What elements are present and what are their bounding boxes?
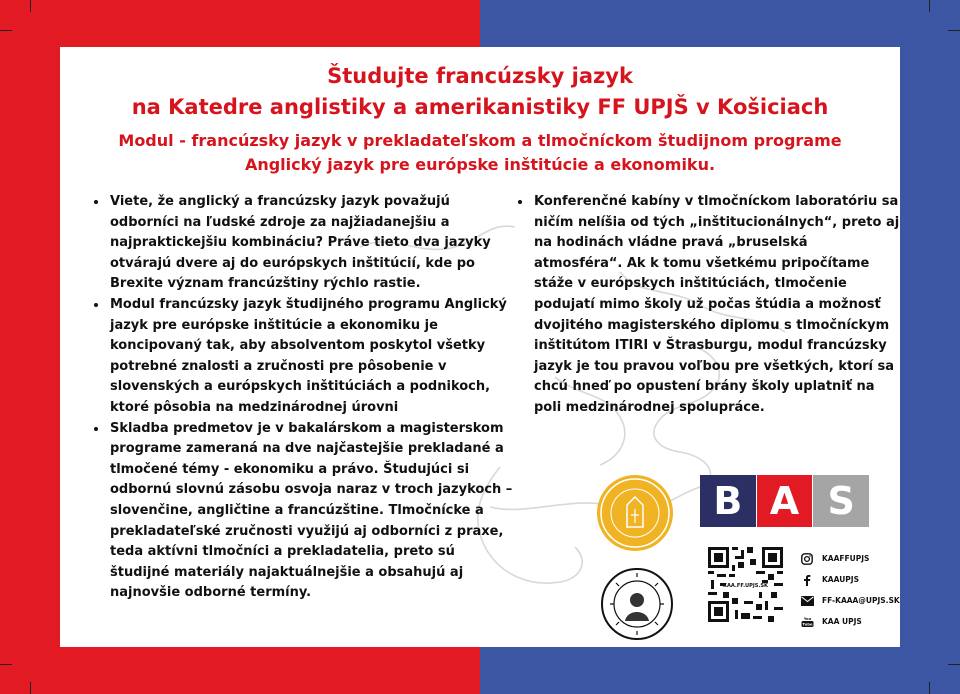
instagram-icon <box>800 552 814 566</box>
crop-mark <box>948 664 960 665</box>
bas-letter-a: A <box>757 475 813 527</box>
flyer-card <box>60 47 900 647</box>
university-seal-logo <box>600 567 674 641</box>
mail-icon <box>800 594 814 608</box>
left-bullet-list <box>88 192 518 604</box>
crop-mark <box>929 682 930 694</box>
contact-email[interactable] <box>800 590 900 611</box>
contact-youtube[interactable] <box>800 611 900 632</box>
svg-text:Tube: Tube <box>801 621 813 627</box>
title-line-1: Študujte francúzsky jazyk <box>327 64 633 88</box>
bullet-item: • Konferenčné kabíny v tlmočníckom laboratóriu sa ničím nelíšia od tých „inštitucionálnych“, preto aj na hodinách vládne pravá „bruselská atmosféra“. Ak k tomu všetkému pripočítame stáže v európskych inštitúciách, tlmočenie podujatí mimo školy už počas štúdia a možnosť dvojitého magisterského diplomu s tlmočníckym inštitútom ITIRI v Štrasburgu, modul francúzsky jazyk je tou pravou voľbou pre všetkých, ktorí sa chcú hneď po opustení brány školy uplatniť na poli medzinárodnej spolupráce. <box>532 192 900 419</box>
right-bullet-list <box>512 192 900 419</box>
contact-text: FF-KAAA@UPJS.SK <box>822 596 900 605</box>
crop-mark <box>30 682 31 694</box>
youtube-icon <box>800 615 814 629</box>
qr-caption: KAA.FF.UPJS.SK <box>723 583 768 590</box>
bas-letter-s: S <box>813 475 869 527</box>
contact-text: KAAFFUPJS <box>822 554 870 563</box>
contact-facebook[interactable] <box>800 569 900 590</box>
contact-text: KAAUPJS <box>822 575 859 584</box>
bas-logo <box>700 475 870 527</box>
subtitle-line-2: Anglický jazyk pre európske inštitúcie a ekonomiku. <box>244 155 716 174</box>
bas-letter-b: B <box>700 475 756 527</box>
poster-title <box>60 61 900 123</box>
svg-text:You: You <box>803 616 811 621</box>
title-line-2: na Katedre anglistiky a amerikanistiky FF UPJŠ v Košiciach <box>131 95 829 119</box>
contact-list <box>800 548 900 632</box>
bullet-item: • Skladba predmetov je v bakalárskom a magisterskom programe zameraná na dve najčastejšie prekladané a tlmočené témy - ekonomiku a právo. Študujúci si odbornú slovnú zásobu osvoja naraz v troch jazykoch – slovenčine, angličtine a francúzštine. Tlmočnícke a prekladateľské zručnosti využijú aj odborníci z praxe, teda aktívni tlmočníci a prekladatelia, preto sú študijné materiály najaktuálnejšie a obsahujú aj najnovšie odborné termíny. <box>108 419 518 604</box>
contact-text: KAA UPJS <box>822 617 862 626</box>
qr-code[interactable] <box>708 547 783 622</box>
crop-mark <box>948 30 960 31</box>
bullet-item: • Modul francúzsky jazyk študijného programu Anglický jazyk pre európske inštitúcie a ekonomiku je koncipovaný tak, aby absolventom poskytol všetky potrebné znalosti a zručnosti pre pôsobenie v slovenských a európskych inštitúciách a podnikoch, ktoré pôsobia na medzinárodnej úrovni <box>108 295 518 419</box>
facebook-icon <box>800 573 814 587</box>
subtitle-line-1: Modul - francúzsky jazyk v prekladateľskom a tlmočníckom študijnom programe <box>118 131 842 150</box>
faculty-seal-logo <box>597 475 673 551</box>
crop-mark <box>0 664 12 665</box>
poster-subtitle <box>60 129 900 177</box>
bullet-item: • Viete, že anglický a francúzsky jazyk považujú odborníci na ľudské zdroje za najžiadanejšiu a najpraktickejšiu kombináciu? Práve tieto dva jazyky otvárajú dvere aj do európskych inštitúcií, kde po Brexite význam francúzštiny rýchlo rastie. <box>108 192 518 295</box>
crop-mark <box>30 0 31 12</box>
contact-instagram[interactable] <box>800 548 900 569</box>
crop-mark <box>929 0 930 12</box>
crop-mark <box>0 30 12 31</box>
